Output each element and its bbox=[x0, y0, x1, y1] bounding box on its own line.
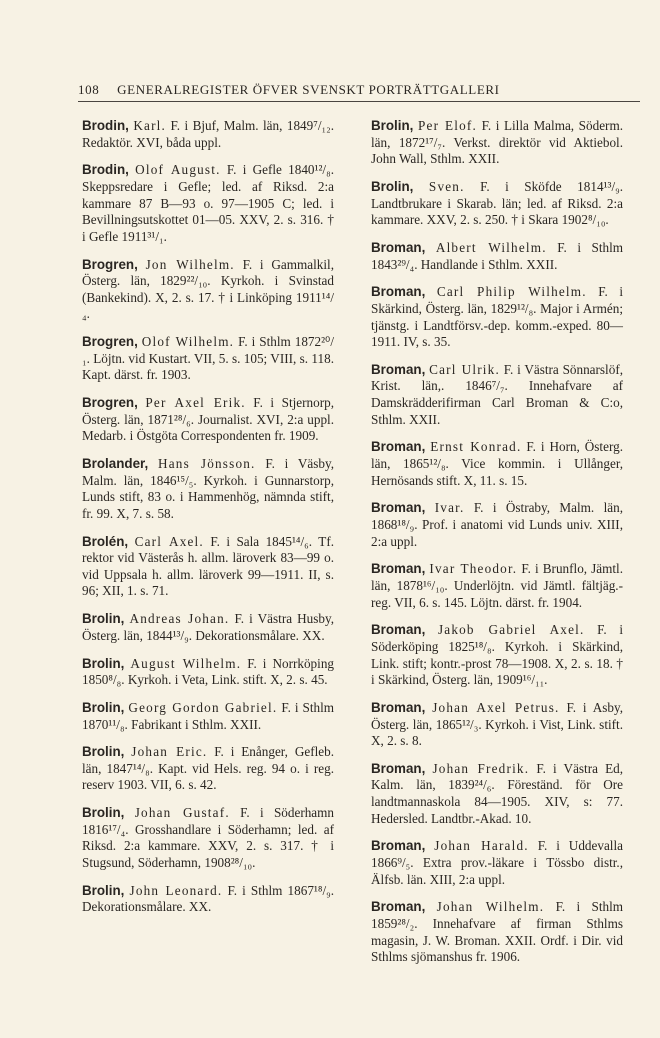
entry-details: F. i Västra Sönnarslöf, Krist. län,. 1846⁷/₇. Innehafvare af Damskrädderifirman Carl Broman & C:o, Sthlm. XXII. bbox=[371, 361, 624, 427]
register-entry bbox=[82, 257, 334, 323]
entry-given-name: Ivar Theodor. bbox=[429, 561, 518, 577]
entry-surname: Broman, bbox=[371, 284, 426, 300]
entry-given-name: Hans Jönsson. bbox=[158, 456, 256, 472]
entry-given-name: Jon Wilhelm. bbox=[145, 256, 235, 272]
entry-surname: Broman, bbox=[371, 899, 426, 915]
entry-given-name: Johan Eric. bbox=[131, 744, 208, 760]
entry-surname: Broman, bbox=[371, 500, 426, 516]
entry-surname: Broman, bbox=[371, 760, 426, 776]
entry-details: F. i Västra Ed, Kalm. län, 1839²⁴/₆. Föreständ. för Ore landtmannaskola 84—1905. XIV, s: 77. Hedersled. Landtbr.-Akad. 10. bbox=[371, 760, 624, 826]
entry-surname: Brolin, bbox=[371, 118, 414, 133]
entry-given-name: Olof August. bbox=[135, 162, 221, 178]
entry-details: F. i Uddevalla 1866⁹/₅. Extra prov.-läkare i Tössbo distr., Älfsb. län. XIII, 2:a uppl. bbox=[371, 838, 623, 887]
register-entry bbox=[371, 284, 623, 350]
left-column bbox=[82, 118, 334, 927]
register-entry bbox=[371, 500, 623, 550]
running-header bbox=[78, 82, 640, 102]
entry-surname: Brodin, bbox=[82, 162, 129, 178]
entry-given-name: John Leonard. bbox=[129, 882, 223, 898]
register-entry bbox=[371, 362, 623, 428]
register-entry bbox=[82, 162, 334, 245]
entry-details: F. i Skärkind, Österg. län, 1829¹²/₈. Major i Armén; tjänstg. i Landtförsv.-dep. komm.-exped. 80—1911. IV, s. 35. bbox=[371, 284, 624, 350]
entry-details: F. i Västra Husby, Österg. län, 1844¹³/₉. Dekorationsmålare. XX. bbox=[82, 611, 335, 643]
entry-given-name: Ivar. bbox=[434, 500, 465, 516]
entry-given-name: Albert Wilhelm. bbox=[435, 239, 547, 255]
entry-details: F. i Norrköping 1850⁸/₈. Kyrkoh. i Veta, Link. stift. X, 2. s. 45. bbox=[82, 655, 335, 688]
entry-given-name: Jakob Gabriel Axel. bbox=[437, 622, 585, 638]
entry-surname: Brolin, bbox=[82, 699, 125, 715]
entry-surname: Broman, bbox=[371, 699, 426, 715]
entry-given-name: Johan Gustaf. bbox=[134, 805, 230, 821]
register-entry bbox=[82, 395, 334, 445]
register-entry bbox=[371, 240, 623, 273]
entry-details: F. i Gammalkil, Österg. län, 1829²²/₁₀. Kyrkoh. i Svinstad (Bankekind). X, 2. s. 17. † i Linköping 1911¹⁴/₄. bbox=[82, 256, 334, 322]
register-entry bbox=[82, 805, 334, 871]
entry-given-name: Johan Harald. bbox=[434, 838, 529, 854]
entry-given-name: Andreas Johan. bbox=[129, 611, 230, 627]
entry-details: F. i Brunflo, Jämtl. län, 1878¹⁶/₁₀. Underlöjtn. vid Jämtl. fältjäg.-reg. VII, 6. s. 145. Löjtn. därst. fr. 1904. bbox=[371, 561, 624, 610]
entry-surname: Brodin, bbox=[82, 118, 129, 133]
entry-surname: Broman, bbox=[371, 439, 426, 455]
entry-given-name: Per Axel Erik. bbox=[145, 395, 246, 411]
entry-surname: Brogren, bbox=[82, 395, 138, 411]
entry-given-name: Olof Wilhelm. bbox=[141, 334, 235, 350]
register-entry bbox=[82, 456, 334, 522]
register-entry bbox=[82, 334, 334, 384]
entry-details: F. i Väsby, Malm. län, 1846¹⁵/₅. Kyrkoh. i Gunnarstorp, Lunds stift, 83 o. i Hammenhög, nämnda stift, fr. 99. X, 7. s. 58. bbox=[82, 456, 335, 521]
entry-given-name: Per Elof. bbox=[418, 118, 477, 133]
entry-details: F. i Sthlm 1867¹⁸/₉. Dekorationsmålare. XX. bbox=[82, 882, 335, 915]
right-column bbox=[371, 118, 623, 977]
entry-details: F. i Söderhamn 1816¹⁷/₄. Grosshandlare i Söderhamn; led. af Riksd. 2:a kammare. XXV, 2. s. 317. † i Stugsund, Söderhamn, 1908²⁸/₁₀. bbox=[82, 805, 335, 871]
register-entry bbox=[371, 700, 623, 750]
register-entry bbox=[371, 838, 623, 888]
register-entry bbox=[82, 118, 334, 151]
entry-given-name: Carl Axel. bbox=[134, 533, 204, 549]
register-entry bbox=[82, 883, 334, 916]
entry-details: F. i Lilla Malma, Söderm. län, 1872¹⁷/₇. Verkst. direktör vid Aktiebol. John Wall, Sthlm. XXII. bbox=[371, 118, 624, 167]
register-entry bbox=[371, 179, 623, 229]
entry-details: F. i Sthlm 1872²⁰/₁. Löjtn. vid Kustart. VII, 5. s. 105; VIII, s. 118. Kapt. därst. fr. 1903. bbox=[82, 334, 335, 383]
entry-surname: Broman, bbox=[371, 361, 426, 377]
register-entry bbox=[82, 744, 334, 794]
entry-surname: Brolin, bbox=[82, 611, 125, 627]
entry-surname: Brolin, bbox=[371, 178, 414, 194]
entry-surname: Brolin, bbox=[82, 882, 125, 898]
register-entry bbox=[371, 118, 623, 168]
entry-given-name: Ernst Konrad. bbox=[430, 439, 522, 455]
entry-details: F. i Horn, Österg. län, 1865¹²/₈. Vice kommin. i Ullånger, Hernösands stift. X, 11. s. 15. bbox=[371, 439, 623, 488]
entry-surname: Brolin, bbox=[82, 805, 125, 821]
entry-given-name: Sven. bbox=[428, 178, 465, 194]
entry-surname: Broman, bbox=[371, 239, 426, 255]
entry-surname: Brolin, bbox=[82, 744, 125, 760]
entry-details: F. i Gefle 1840¹²/₈. Skeppsredare i Gefle; led. af Riksd. 2:a kammare 87 B—93 o. 97—1905 C; led. i Bevillningsutskottet 01—05. XXV, 2. s. 316. † i Gefle 1911³¹/₁. bbox=[82, 162, 334, 244]
register-entry bbox=[371, 439, 623, 489]
entry-given-name: August Wilhelm. bbox=[130, 655, 242, 671]
entry-given-name: Georg Gordon Gabriel. bbox=[128, 699, 278, 715]
entry-details: F. i Sthlm 1859²⁸/₂. Innehafvare af firman Sthlms magasin, J. W. Broman. XXII. Ordf. i Dir. vid Sthlms sjömanshus fr. 1906. bbox=[371, 899, 624, 965]
entry-given-name: Carl Ulrik. bbox=[429, 361, 500, 377]
entry-surname: Brolin, bbox=[82, 655, 125, 671]
entry-details: F. i Sköfde 1814¹³/₉. Landtbrukare i Skarab. län; led. af Riksd. 2:a kammare. XXV, 2. s. 250. † i Skara 1902⁸/₁₀. bbox=[371, 178, 623, 228]
entry-details: F. i Enånger, Gefleb. län, 1847¹⁴/₈. Kapt. vid Hels. reg. 94 o. i reg. reserv 1903. VII, 6. s. 42. bbox=[82, 744, 335, 793]
register-entry bbox=[82, 656, 334, 689]
page-number: 108 bbox=[78, 82, 100, 97]
entry-given-name: Carl Philip Wilhelm. bbox=[436, 284, 587, 300]
entry-surname: Broman, bbox=[371, 561, 426, 577]
register-entry bbox=[371, 899, 623, 965]
entry-surname: Brolander, bbox=[82, 456, 149, 472]
header-title: GENERALREGISTER ÖFVER SVENSKT PORTRÄTTGALLERI bbox=[117, 82, 500, 97]
entry-surname: Broman, bbox=[371, 838, 426, 854]
entry-surname: Broman, bbox=[371, 622, 426, 638]
register-entry bbox=[82, 534, 334, 600]
entry-details: F. i Söderköping 1825¹⁸/₈. Kyrkoh. i Skärkind, Link. stift; kontr.-prost 78—1908. X, 2. s. 18. † i Skärkind, Österg. län, 1909¹⁶/₁₁. bbox=[371, 622, 623, 688]
entry-given-name: Johan Fredrik. bbox=[432, 760, 530, 776]
entry-details: F. i Asby, Österg. län, 1865¹²/₃. Kyrkoh. i Vist, Link. stift. X, 2. s. 8. bbox=[371, 699, 624, 749]
register-entry bbox=[82, 611, 334, 644]
register-entry bbox=[371, 622, 623, 688]
entry-given-name: Johan Axel Petrus. bbox=[432, 699, 560, 715]
entry-details: F. i Sthlm 1870¹¹/₈. Fabrikant i Sthlm. XXII. bbox=[82, 699, 335, 732]
entry-given-name: Karl. bbox=[133, 118, 167, 133]
entry-given-name: Johan Wilhelm. bbox=[436, 899, 545, 915]
entry-surname: Brogren, bbox=[82, 256, 138, 272]
entry-details: F. i Sthlm 1843²⁹/₄. Handlande i Sthlm. XXII. bbox=[371, 239, 623, 272]
entry-details: F. i Östraby, Malm. län, 1868¹⁸/₉. Prof. i anatomi vid Lunds univ. XIII, 2:a uppl. bbox=[371, 500, 624, 549]
register-entry bbox=[371, 561, 623, 611]
entry-details: F. i Bjuf, Malm. län, 1849⁷/₁₂. Redaktör. XVI, båda uppl. bbox=[82, 118, 334, 150]
register-entry bbox=[82, 700, 334, 733]
entry-surname: Brogren, bbox=[82, 334, 138, 350]
entry-details: F. i Stjernorp, Österg. län, 1871²⁸/₆. Journalist. XVI, 2:a uppl. Medarb. i Östgöta Correspondenten fr. 1909. bbox=[82, 395, 334, 444]
entry-details: F. i Sala 1845¹⁴/₆. Tf. rektor vid Västerås h. allm. läroverk 83—99 o. vid Uppsala h. allm. läroverk 99—1911. II, s. 96; XII, 1. s. 71. bbox=[82, 533, 335, 599]
register-entry bbox=[371, 761, 623, 827]
entry-surname: Brolén, bbox=[82, 533, 129, 549]
